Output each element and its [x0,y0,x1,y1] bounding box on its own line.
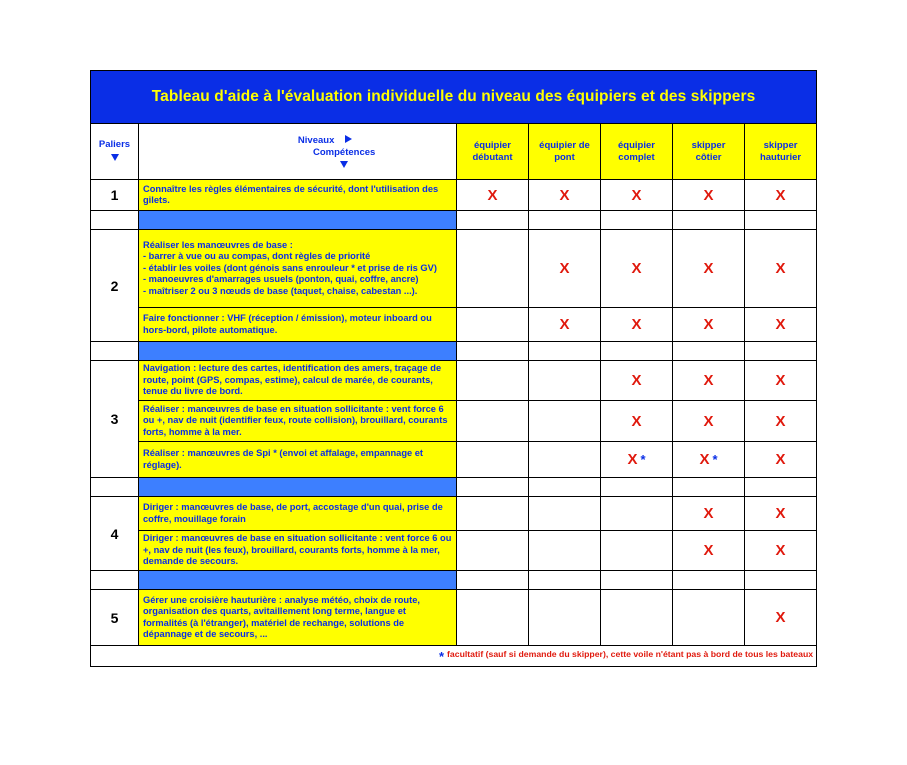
level-mark [745,442,817,478]
table-row [91,442,817,478]
level-mark [601,361,673,401]
table-row [91,401,817,442]
level-mark [673,531,745,571]
level-mark [673,590,745,646]
x-mark: X [775,412,786,430]
level-mark [745,401,817,442]
table-title: Tableau d'aide à l'évaluation individuelle du niveau des équipiers et des skippers [91,71,817,124]
x-mark: X [775,451,786,468]
level-mark [601,531,673,571]
level-mark [457,531,529,571]
level-mark [601,230,673,308]
palier-number: 4 [91,497,139,571]
footnote-star-icon: * [438,648,445,664]
table-row [91,531,817,571]
palier-number: 3 [91,361,139,478]
footnote [91,646,817,667]
palier-separator [91,342,817,361]
evaluation-table [90,70,817,667]
arrow-down-icon [340,161,348,168]
level-mark [745,180,817,211]
footnote-text: facultatif (sauf si demande du skipper), cette voile n'étant pas à bord de tous les bateaux [447,648,814,659]
x-mark: X [703,372,714,389]
level-mark [457,590,529,646]
competence-description: Réaliser : manœuvres de base en situation sollicitante : vent force 6 ou +, nav de nuit (identifier feux, route collision), brouillard, courants forts, homme à la mer. [139,401,457,442]
level-mark [673,180,745,211]
level-mark [745,230,817,308]
x-mark: X [631,186,642,204]
level-mark [529,230,601,308]
competence-description: Navigation : lecture des cartes, identification des amers, traçage de route, point (GPS, compas, estime), calcul de marée, de courants, tenue du livre de bord. [139,361,457,401]
x-mark: X [699,451,710,468]
x-mark: X [775,372,786,389]
level-mark [457,308,529,342]
level-mark [457,230,529,308]
x-mark: X [487,186,498,204]
level-header: équipier débutant [457,124,529,180]
competence-description: Réaliser : manœuvres de Spi * (envoi et affalage, empannage et réglage). [139,442,457,478]
palier-number: 2 [91,230,139,342]
niveaux-label: Niveaux [297,135,335,146]
table-row [91,180,817,211]
x-mark: X [559,186,570,204]
competence-description: Faire fonctionner : VHF (réception / émission), moteur inboard ou hors-bord, pilote automatique. [139,308,457,342]
competence-line: - maîtriser 2 ou 3 nœuds de base (taquet, chaise, cabestan ...). [143,285,418,296]
x-mark: X [631,260,642,277]
competence-description: Connaître les règles élémentaires de sécurité, dont l'utilisation des gilets. [139,180,457,211]
table-row [91,230,817,308]
competence-line: - barrer à vue ou au compas, dont règles de priorité [143,251,371,262]
competence-description: Diriger : manœuvres de base, de port, accostage d'un quai, prise de coffre, mouillage forain [139,497,457,531]
level-mark [529,442,601,478]
x-mark: X [703,316,714,333]
competence-description: Diriger : manœuvres de base en situation sollicitante : vent force 6 ou +, nav de nuit (les feux), brouillard, courants forts, homme à la mer, demande de secours. [139,531,457,571]
level-mark [529,361,601,401]
level-mark [673,401,745,442]
level-mark [745,361,817,401]
palier-number: 5 [91,590,139,646]
level-mark [457,180,529,211]
level-mark [673,361,745,401]
x-mark: X [631,372,642,389]
level-mark [745,590,817,646]
x-mark: X [631,412,642,430]
x-mark: X [775,542,786,559]
palier-separator [91,478,817,497]
x-mark: X [559,260,570,277]
table-row [91,308,817,342]
level-header: équipier de pont [529,124,601,180]
competence-description: Gérer une croisière hauturière : analyse météo, choix de route, organisation des quarts, avitaillement long terme, langue et formalités (à l'étranger), matériel de rechange, solutions de dépannage et de secours, ... [139,590,457,646]
x-mark: X [775,609,786,626]
level-mark [601,401,673,442]
level-mark [529,531,601,571]
x-mark: X [703,542,714,559]
level-mark [529,180,601,211]
arrow-right-icon [345,135,352,143]
x-mark: X [775,505,786,522]
paliers-header [91,124,139,180]
level-mark [601,180,673,211]
competences-label: Compétences [313,147,376,158]
x-mark: X [703,260,714,277]
level-mark [529,401,601,442]
x-mark: X [627,451,638,468]
table-row [91,361,817,401]
table-row [91,497,817,531]
level-mark [601,308,673,342]
level-mark [745,308,817,342]
level-mark [601,442,673,478]
level-mark [673,308,745,342]
level-mark [601,590,673,646]
level-mark [601,497,673,531]
level-mark [529,497,601,531]
level-mark [457,361,529,401]
optional-star-icon: * [640,452,646,467]
paliers-label: Paliers [98,139,131,150]
arrow-down-icon [111,154,119,161]
level-header: skipper hauturier [745,124,817,180]
x-mark: X [703,412,714,430]
footnote-row [91,646,817,667]
optional-star-icon: * [712,452,718,467]
x-mark: X [775,316,786,333]
x-mark: X [703,186,714,204]
level-mark [457,442,529,478]
level-mark [529,308,601,342]
level-mark [673,442,745,478]
level-mark [745,531,817,571]
x-mark: X [775,260,786,277]
x-mark: X [703,505,714,522]
level-mark [673,230,745,308]
level-mark [673,497,745,531]
level-mark [457,497,529,531]
level-header: skipper côtier [673,124,745,180]
level-header: équipier complet [601,124,673,180]
x-mark: X [775,186,786,204]
competence-line: - établir les voiles (dont génois sans enrouleur * et prise de ris GV) [143,262,437,273]
competences-header [139,124,457,180]
palier-number: 1 [91,180,139,211]
x-mark: X [631,316,642,333]
table-row [91,590,817,646]
competence-line: Réaliser les manœuvres de base : [143,239,293,250]
level-mark [457,401,529,442]
palier-separator [91,211,817,230]
palier-separator [91,571,817,590]
competence-description [139,230,457,308]
x-mark: X [559,316,570,333]
competence-line: - manoeuvres d'amarrages usuels (ponton, quai, coffre, ancre) [143,274,419,285]
level-mark [745,497,817,531]
level-mark [529,590,601,646]
